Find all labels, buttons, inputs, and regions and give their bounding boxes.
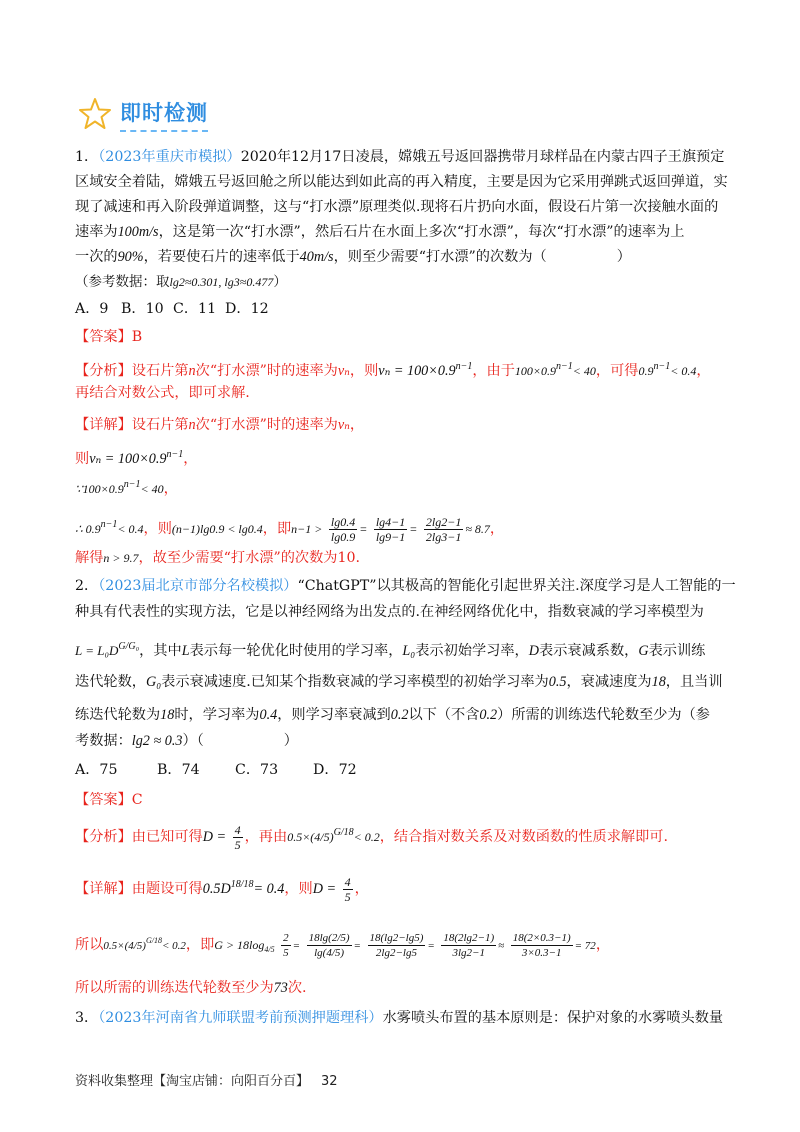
footer-text: 资料收集整理【淘宝店铺：向阳百分百】 bbox=[75, 1074, 310, 1089]
q2-de-l3m: 73 bbox=[273, 980, 288, 996]
q2-de-l2m1-sup: G/18 bbox=[145, 936, 162, 945]
q2-text-4a: 迭代轮数， bbox=[75, 674, 146, 690]
q1-detail-line-5 bbox=[75, 548, 730, 568]
q1-de-c: ， bbox=[349, 417, 365, 433]
q1-de-l3m2: < 40 bbox=[140, 482, 164, 496]
q1-text-5d: ） bbox=[616, 249, 631, 265]
q1-ref-a: （参考数据：取 bbox=[75, 274, 170, 290]
q1-an-f: ， bbox=[696, 363, 711, 379]
q2-de-l2m2: G > 18log bbox=[214, 938, 265, 952]
q1-frac-1-num: lg0.4 bbox=[330, 514, 356, 529]
q1-de-l5a: 解得 bbox=[75, 550, 104, 566]
q1-de-l2a: 则 bbox=[75, 451, 90, 467]
q2-frac-g4-den: 3lg2−1 bbox=[452, 946, 485, 959]
q2-de-l2a: 所以 bbox=[75, 937, 104, 953]
q1-an-b: 次“打水漂”时的速率为 bbox=[195, 363, 338, 379]
q2-de-m2: D = bbox=[312, 881, 337, 897]
q2-frac-g4-num: 18(2lg2−1) bbox=[443, 931, 495, 944]
q1-an-a: 设石片第 bbox=[131, 363, 189, 379]
q2-var-g0: G₀ bbox=[145, 674, 162, 690]
q1-analysis-line-2 bbox=[75, 383, 730, 403]
q2-an-m2: 0.5×(4/5) bbox=[287, 830, 334, 844]
q2-line-4 bbox=[75, 672, 730, 692]
q2-frac-g2-num: 18lg(2/5) bbox=[308, 931, 350, 944]
q1-an-e: ，可得 bbox=[595, 363, 639, 379]
q3-line-1 bbox=[75, 1008, 730, 1028]
page-footer bbox=[75, 1070, 338, 1089]
q2-an-m2-sup: G/18 bbox=[333, 827, 354, 838]
q1-options bbox=[75, 299, 730, 319]
q1-frac-3-num: 2lg2−1 bbox=[425, 514, 462, 529]
q2-de-l3a: 所以所需的训练迭代轮数至少为 bbox=[75, 980, 274, 996]
q2-text-5e: ）所需的训练迭代轮数至少为（参 bbox=[497, 707, 710, 723]
q2-de-l2m1b: < 0.2 bbox=[161, 940, 186, 952]
q2-text-4c: ，衰减速度为 bbox=[566, 674, 652, 690]
q2-frac-g3-den: 2lg2−lg5 bbox=[375, 946, 417, 959]
q2-text-5d: 以下（不含 bbox=[408, 707, 480, 723]
q2-frac-g2-den: lg(4/5) bbox=[314, 946, 345, 959]
q2-option-d: D．72 bbox=[313, 762, 357, 778]
section-heading bbox=[78, 94, 208, 134]
q1-de-l4m2: (n−1)lg0.9 < lg0.4 bbox=[171, 522, 263, 536]
q2-de-m1b: = 0.4 bbox=[253, 881, 285, 897]
q1-detail bbox=[75, 415, 730, 435]
q2-math-04: 0.4 bbox=[259, 707, 278, 723]
q2-answer-value: C bbox=[131, 792, 143, 808]
q1-detail-label: 【详解】 bbox=[75, 417, 132, 433]
q1-frac-2-num: lg4−1 bbox=[375, 514, 406, 529]
q1-an-m3-sup: n−1 bbox=[653, 361, 671, 372]
q2-frac-g5 bbox=[511, 931, 573, 960]
q1-ref-b: ） bbox=[273, 274, 287, 290]
q2-text-6a: 考数据： bbox=[75, 733, 132, 749]
q1-text-5b: ，若要使石片的速率低于 bbox=[143, 249, 300, 265]
q1-de-a: 设石片第 bbox=[131, 417, 189, 433]
q2-frac-g1-den: 5 bbox=[283, 946, 289, 959]
q1-de-l4m1: ∴ 0.9 bbox=[75, 522, 101, 536]
q2-de-m1: 0.5D bbox=[202, 881, 231, 897]
q2-detail-line-2 bbox=[75, 924, 730, 967]
q2-detail-label: 【详解】 bbox=[75, 881, 132, 897]
q1-number: 1． bbox=[75, 149, 99, 165]
q1-text-3: 现了减速和再入阶段弹道调整，这与“打水漂”原理类似.现将石片扔向水面，假设石片第一次接触水面的 bbox=[75, 199, 719, 215]
q2-text-3b: 表示每一轮优化时使用的学习率， bbox=[189, 643, 403, 659]
q1-source: （2023年重庆市模拟） bbox=[98, 149, 241, 165]
q2-de-m1-sup: 18/18 bbox=[230, 879, 254, 890]
page-number: 32 bbox=[321, 1074, 338, 1089]
q2-var-l: L bbox=[181, 643, 190, 659]
q1-de-l2-sup: n−1 bbox=[166, 449, 184, 460]
q2-line-1 bbox=[75, 576, 736, 596]
q2-de-l2m2-sub: 4/5 bbox=[264, 945, 275, 954]
q2-option-a: A．75 bbox=[75, 762, 118, 778]
q1-an-m1: vₙ = 100×0.9 bbox=[378, 363, 456, 379]
q1-an-d: ，由于 bbox=[472, 363, 515, 379]
q2-eq-1: = bbox=[292, 940, 301, 952]
q1-de-l3m: ∵100×0.9 bbox=[75, 482, 124, 496]
q2-an-m2b: < 0.2 bbox=[353, 830, 380, 844]
q2-math-02b: 0.2 bbox=[479, 707, 498, 723]
q1-de-l2m: vₙ = 100×0.9 bbox=[89, 451, 167, 467]
q3-number: 3． bbox=[75, 1010, 99, 1026]
q1-text-1: 2020年12月17日凌晨，嫦娥五号返回器携带月球样品在内蒙古四子王旗预定 bbox=[240, 149, 725, 165]
q1-an-c: ，则 bbox=[349, 363, 379, 379]
q2-source: （2023届北京市部分名校模拟） bbox=[98, 578, 298, 594]
star-outline-icon bbox=[78, 97, 112, 131]
q1-an-m3: 0.9 bbox=[638, 364, 654, 378]
q1-de-l3b: ， bbox=[163, 481, 178, 497]
q2-text-6b: ）（ bbox=[182, 733, 204, 749]
q3-source: （2023年河南省九师联盟考前预测押题理科） bbox=[98, 1010, 383, 1026]
q2-de-frac-den: 5 bbox=[344, 889, 351, 904]
q2-number: 2． bbox=[75, 578, 99, 594]
q1-eq-2: = bbox=[409, 522, 418, 536]
q1-math-speed: 100m/s bbox=[117, 224, 159, 240]
q2-frac-g1-num: 2 bbox=[283, 931, 289, 944]
q2-line-5 bbox=[75, 705, 730, 725]
q2-line-3 bbox=[75, 634, 730, 664]
q1-text-5a: 一次的 bbox=[75, 249, 118, 265]
q1-option-c: C．11 bbox=[173, 301, 217, 317]
q1-analysis bbox=[75, 357, 730, 381]
q1-line-4 bbox=[75, 222, 730, 242]
q1-frac-1-den: lg0.9 bbox=[330, 529, 356, 544]
q2-analysis bbox=[75, 818, 730, 852]
q1-option-d: D．12 bbox=[225, 301, 269, 317]
q1-de-l2b: ， bbox=[183, 451, 198, 467]
q2-text-4d: ，且当训 bbox=[665, 674, 723, 690]
q1-de-l5b: ，故至少需要“打水漂”的次数为10. bbox=[138, 550, 361, 566]
q1-reference bbox=[75, 272, 730, 292]
q2-text-3d: 表示衰减系数， bbox=[539, 643, 639, 659]
q2-frac-g2 bbox=[307, 931, 352, 960]
q1-an-v: vₙ bbox=[337, 363, 350, 379]
q1-an-l2: 再结合对数公式，即可求解. bbox=[75, 385, 250, 401]
q2-an-m1: D = bbox=[202, 829, 227, 845]
q2-frac-g5-den: 3×0.3−1 bbox=[521, 946, 562, 959]
q2-option-b: B．74 bbox=[157, 762, 200, 778]
q1-de-l4-sup: n−1 bbox=[100, 519, 118, 530]
q2-de-frac-num: 4 bbox=[344, 874, 351, 889]
q2-de-l2c: ， bbox=[595, 937, 611, 953]
q2-text-5c: ，则学习率衰减到 bbox=[277, 707, 391, 723]
q2-detail-line-3 bbox=[75, 978, 730, 998]
q2-text-2: 种具有代表性的实现方法，它是以神经网络为出发点的.在神经网络优化中，指数衰减的学习率模型为 bbox=[75, 604, 704, 620]
q2-line-2 bbox=[75, 602, 730, 622]
q2-math-18: 18 bbox=[651, 674, 666, 690]
q1-line-5 bbox=[75, 247, 730, 267]
q1-an-m2-sup: n−1 bbox=[556, 361, 573, 372]
q1-eq-1: = bbox=[359, 522, 368, 536]
q2-answer-label: 【答案】 bbox=[75, 792, 132, 808]
q2-frac-g5-num: 18(2×0.3−1) bbox=[512, 931, 571, 944]
q2-math-05: 0.5 bbox=[548, 674, 567, 690]
q2-an-b: ，再由 bbox=[244, 829, 288, 845]
q2-an-frac bbox=[233, 823, 243, 852]
q2-answer bbox=[75, 790, 730, 810]
q1-de-n: n bbox=[188, 417, 196, 433]
q1-de-l4m3: n−1 > bbox=[291, 522, 323, 536]
q2-de-l2end: = 72 bbox=[574, 940, 596, 952]
q2-de-a: 由题设可得 bbox=[131, 881, 203, 897]
q1-an-n: n bbox=[188, 363, 196, 379]
q1-frac-2-den: lg9−1 bbox=[375, 529, 406, 544]
q2-option-c: C．73 bbox=[235, 762, 279, 778]
q2-an-c: ，结合指对数关系及对数函数的性质求解即可. bbox=[379, 829, 668, 845]
q2-text-3c: 表示初始学习率， bbox=[415, 643, 529, 659]
q3-text-1: 水雾喷头布置的基本原则是：保护对象的水雾喷头数量 bbox=[382, 1010, 724, 1026]
q1-math-percent: 90% bbox=[117, 249, 144, 265]
q2-an-frac-den: 5 bbox=[234, 837, 241, 852]
q1-answer bbox=[75, 327, 730, 347]
q2-line-6 bbox=[75, 731, 730, 751]
q1-an-sup: n−1 bbox=[455, 361, 473, 372]
q2-text-5b: 时，学习率为 bbox=[174, 707, 260, 723]
q2-frac-g3 bbox=[368, 931, 426, 960]
q1-de-l4b: ，即 bbox=[262, 521, 292, 537]
q2-an-a: 由已知可得 bbox=[131, 829, 203, 845]
q1-text-2: 区域安全着陆，嫦娥五号返回舱之所以能达到如此高的再入精度，主要是因为它采用弹跳式返回弹道，实 bbox=[75, 174, 728, 190]
q2-analysis-label: 【分析】 bbox=[75, 829, 132, 845]
q2-frac-g3-num: 18(lg2−lg5) bbox=[369, 931, 424, 944]
q1-option-b: B．10 bbox=[121, 301, 164, 317]
q2-text-1: “ChatGPT”以其极高的智能化引起世界关注.深度学习是人工智能的一 bbox=[297, 578, 736, 594]
q2-de-b: ，则 bbox=[284, 881, 313, 897]
q1-answer-label: 【答案】 bbox=[75, 329, 132, 345]
q2-ref-math: lg2 ≈ 0.3 bbox=[131, 733, 183, 749]
q2-text-3a: ，其中 bbox=[139, 643, 182, 659]
q1-text-4b: ，这是第一次“打水漂”，然后石片在水面上多次“打水漂”，每次“打水漂”的速率为上 bbox=[158, 224, 685, 240]
q1-frac-2 bbox=[374, 515, 407, 544]
q1-de-b: 次“打水漂”时的速率为 bbox=[195, 417, 338, 433]
q2-de-l2m1: 0.5×(4/5) bbox=[103, 940, 146, 952]
q1-de-l4m1b: < 0.4 bbox=[117, 522, 144, 536]
q2-frac-g4 bbox=[441, 931, 496, 960]
q1-text-4a: 速率为 bbox=[75, 224, 118, 240]
q1-de-l5m: n > 9.7 bbox=[103, 551, 139, 565]
q2-detail bbox=[75, 870, 730, 904]
q2-eq-3: = bbox=[427, 940, 435, 952]
q2-var-d: D bbox=[528, 643, 539, 659]
q2-var-g: G bbox=[638, 643, 649, 659]
q2-formula: L = L₀D bbox=[75, 643, 119, 658]
q1-detail-line-2 bbox=[75, 445, 730, 469]
q1-answer-value: B bbox=[131, 329, 143, 345]
q1-detail-line-3 bbox=[75, 475, 730, 499]
q1-an-m3b: < 0.4 bbox=[670, 364, 697, 378]
q2-text-4b: 表示衰减速度.已知某个指数衰减的学习率模型的初始学习率为 bbox=[161, 674, 549, 690]
q2-text-3e: 表示训练 bbox=[648, 643, 706, 659]
q1-de-v: vₙ bbox=[337, 417, 350, 433]
q1-text-5c: ，则至少需要“打水漂”的次数为（ bbox=[333, 249, 547, 265]
q2-an-frac-num: 4 bbox=[234, 822, 241, 837]
q2-text-5a: 练迭代轮数为 bbox=[75, 707, 161, 723]
q1-option-a: A．9 bbox=[75, 301, 109, 317]
q1-frac-3 bbox=[424, 515, 463, 544]
q1-detail-line-4 bbox=[75, 510, 730, 544]
q1-de-l3-sup: n−1 bbox=[123, 479, 141, 490]
q2-formula-sup: G/G₀ bbox=[118, 641, 140, 652]
q2-var-l0: L₀ bbox=[402, 643, 416, 659]
q1-line-2 bbox=[75, 172, 730, 192]
q2-text-6c: ） bbox=[283, 733, 298, 749]
q2-frac-g1 bbox=[281, 931, 291, 960]
q2-math-02a: 0.2 bbox=[390, 707, 409, 723]
q2-math-18b: 18 bbox=[160, 707, 175, 723]
section-title: 即时检测 bbox=[120, 97, 208, 132]
q1-de-l4m4: ≈ 8.7 bbox=[465, 522, 490, 536]
q1-line-1 bbox=[75, 147, 730, 167]
q2-de-l2b: ，即 bbox=[185, 937, 215, 953]
q2-de-c: ， bbox=[354, 881, 369, 897]
q1-analysis-label: 【分析】 bbox=[75, 363, 132, 379]
q1-frac-1 bbox=[329, 515, 357, 544]
q1-frac-3-den: 2lg3−1 bbox=[425, 529, 462, 544]
q2-approx: ≈ bbox=[498, 940, 505, 952]
q1-an-m2: 100×0.9 bbox=[514, 364, 557, 378]
q2-eq-2: = bbox=[353, 940, 361, 952]
q1-line-3 bbox=[75, 197, 730, 217]
q1-de-l4a: ，则 bbox=[143, 521, 172, 537]
q2-de-frac bbox=[343, 875, 353, 904]
q1-math-limit: 40m/s bbox=[299, 249, 334, 265]
q2-de-l3b: 次. bbox=[287, 980, 307, 996]
q2-options bbox=[75, 760, 730, 780]
q1-an-m2b: < 40 bbox=[572, 364, 596, 378]
q1-de-l4c: ， bbox=[489, 521, 505, 537]
q1-ref-math: lg2≈0.301, lg3≈0.477 bbox=[169, 275, 274, 289]
